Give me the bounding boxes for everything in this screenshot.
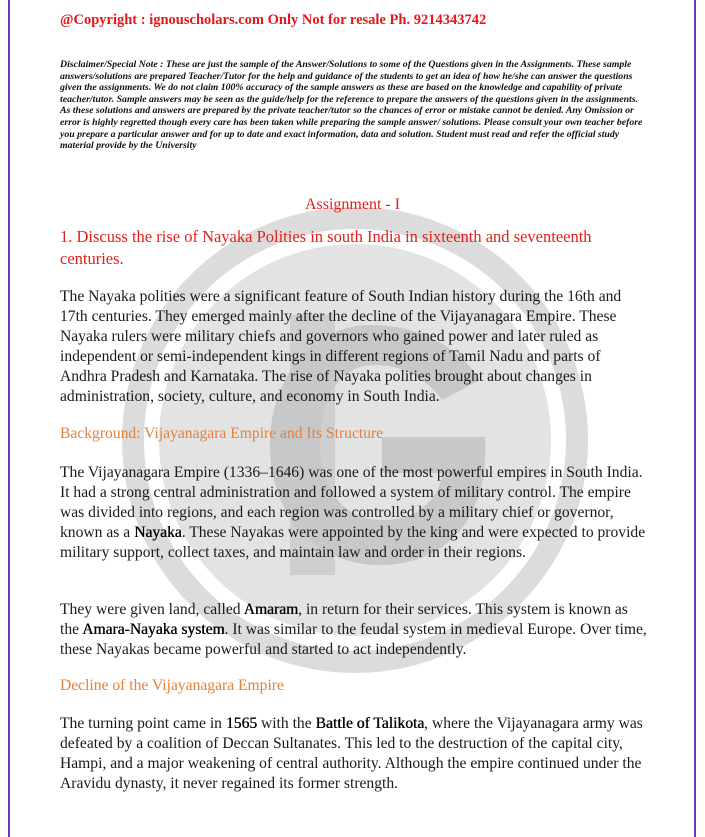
paragraph-amara-nayaka: They were given land, called Amaram, in return for their services. This system is known as the Amara-Nayaka system. It was similar to the feudal system in medieval Europe. Over time, these Nayakas became powerful and started to act independently.: [60, 601, 647, 658]
keyword-battle-of-talikota: Battle of Talikota: [315, 715, 425, 732]
keyword-1565: 1565: [225, 715, 258, 732]
assignment-title: Assignment - I: [304, 196, 401, 213]
paragraph-vijayanagara-structure: The Vijayanagara Empire (1336–1646) was one of the most powerful empires in South India. It had a strong central administration and followed a system of military control. The empire was divided into regions, and each region was controlled by a military chief or governor, known as a Nayaka. These Nayakas were appointed by the king and were expected to provide military support, collect taxes, and maintain law and order in their regions.: [60, 464, 646, 561]
paragraph-talikota: The turning point came in 1565 with the Battle of Talikota, where the Vijayanagara army was defeated by a coalition of Deccan Sultanates. This led to the destruction of the capital city, Hampi, and a major weakening of central authority. Although the empire continued under the Aravidu dynasty, it never regained its former strength.: [60, 715, 643, 792]
keyword-nayaka: Nayaka: [134, 524, 182, 541]
keyword-amara-nayaka-system: Amara-Nayaka system: [82, 621, 225, 638]
keyword-amaram: Amaram: [243, 601, 299, 618]
copyright-line: @Copyright : ignouscholars.com Only Not for resale Ph. 9214343742: [60, 12, 487, 28]
disclaimer-note: Disclaimer/Special Note : These are just the sample of the Answer/Solutions to some of the Questions given in the Assignments. These sample answers/solutions are prepared Teacher/Tutor for the help and guidance of the students to get an idea of how he/she can answer the questions given the assignments. We do not claim 100% accuracy of the sample answers as these are based on the knowledge and capability of private teacher/tutor. Sample answers may be seen as the guide/help for the reference to prepare the answers of the questions given in the assignments. As these solutions and answers are prepared by the private teacher/tutor so the chances of error or mistake cannot be denied. Any Omission or error is highly regretted though every care has been taken while preparing the sample answer/ solutions. Please consult your own teacher before you prepare a particular answer and for up to date and exact information, data and solution. Student must read and refer the official study material provide by the University: [60, 59, 643, 152]
intro-paragraph: The Nayaka polities were a significant feature of South Indian history during the 16th and 17th centuries. They emerged mainly after the decline of the Vijayanagara Empire. These Nayaka rulers were military chiefs and governors who gained power and later ruled as independent or semi-independent kings in different regions of Tamil Nadu and parts of Andhra Pradesh and Karnataka. The rise of Nayaka polities brought about changes in administration, society, culture, and economy in South India.: [60, 288, 622, 405]
section-heading-background: Background: Vijayanagara Empire and Its Structure: [60, 425, 384, 442]
section-heading-decline: Decline of the Vijayanagara Empire: [60, 677, 284, 694]
question-heading: 1. Discuss the rise of Nayaka Polities in south India in sixteenth and seventeenth centuries.: [60, 227, 592, 268]
